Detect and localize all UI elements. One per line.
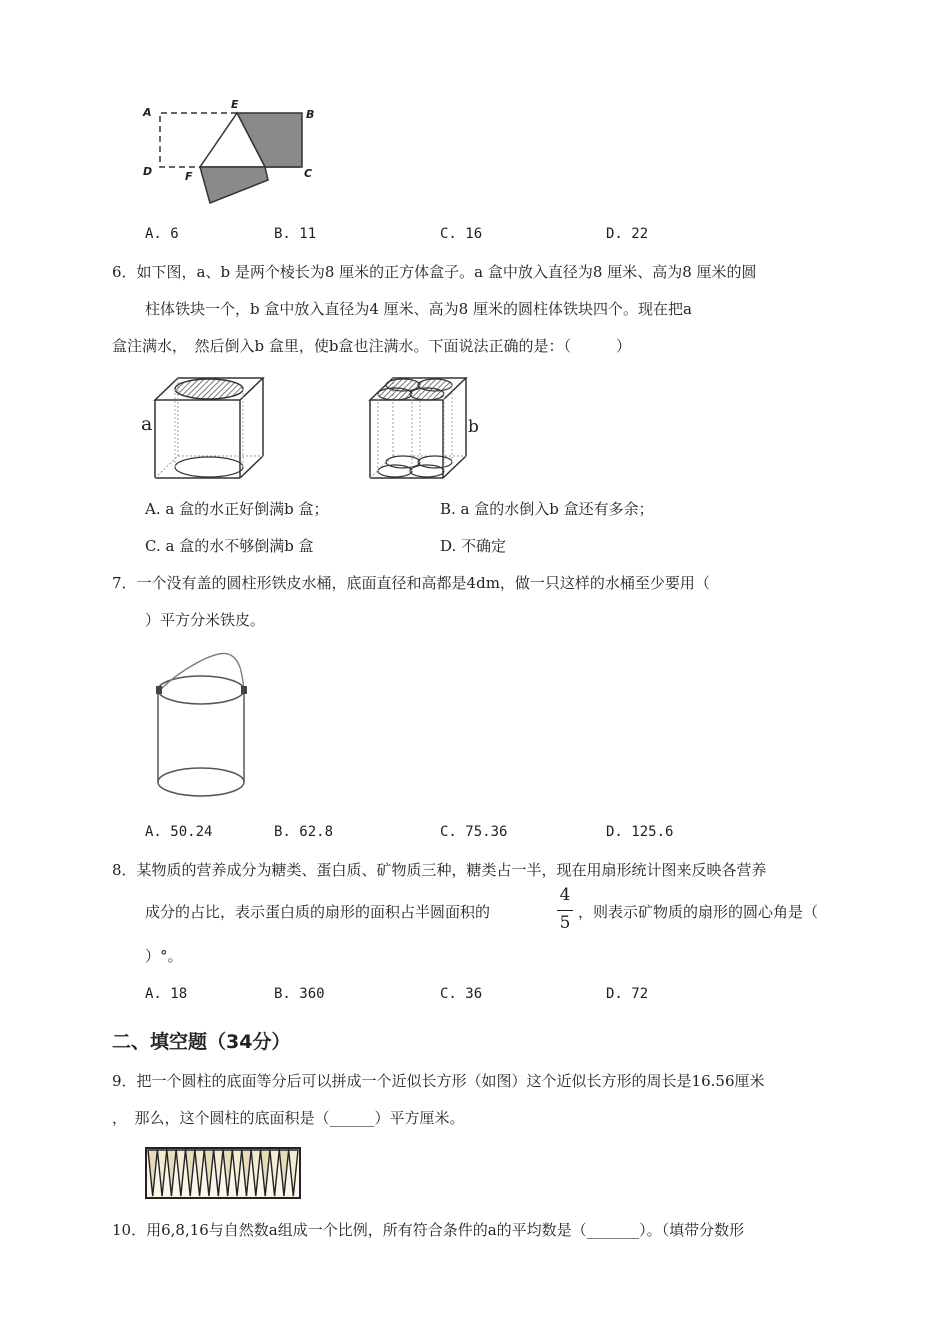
q7-option-b: B. 62.8 bbox=[274, 824, 334, 840]
section-title-fill-in: 二、填空题（34分） bbox=[112, 1031, 291, 1053]
label-E: E bbox=[231, 98, 239, 111]
q5-option-a: A. 6 bbox=[145, 226, 179, 242]
q7-text-line2: ）平方分米铁皮。 bbox=[145, 611, 266, 629]
box-a-label: a bbox=[141, 413, 153, 435]
label-D: D bbox=[143, 165, 153, 178]
q6-option-d: D. 不确定 bbox=[440, 537, 507, 555]
label-C: C bbox=[304, 167, 313, 180]
q8-text-line2a: 成分的占比，表示蛋白质的扇形的面积占半圆面积的 bbox=[145, 903, 491, 921]
q7-text-line1: 7．一个没有盖的圆柱形铁皮水桶，底面直径和高都是4dm，做一只这样的水桶至少要用（ bbox=[112, 574, 710, 592]
q9-text-line1: 9．把一个圆柱的底面等分后可以拼成一个近似长方形（如图）这个近似长方形的周长是16.56厘米 bbox=[112, 1072, 765, 1090]
q8-option-b: B. 360 bbox=[274, 986, 325, 1002]
q5-option-c: C. 16 bbox=[440, 226, 483, 242]
q5-option-b: B. 11 bbox=[274, 226, 317, 242]
q8-fraction-numerator: 4 bbox=[559, 885, 571, 905]
q8-text-line1: 8．某物质的营养成分为糖类、蛋白质、矿物质三种，糖类占一半，现在用扇形统计图来反映各营养 bbox=[112, 861, 767, 879]
q6-text-line1: 6．如下图，a、b 是两个棱长为8 厘米的正方体盒子。a 盒中放入直径为8 厘米、高为8 厘米的圆 bbox=[112, 263, 757, 281]
q5-option-d: D. 22 bbox=[606, 226, 649, 242]
q7-option-c: C. 75.36 bbox=[440, 824, 508, 840]
q6-option-c: C. a 盒的水不够倒满b 盒 bbox=[145, 537, 314, 555]
q6-text-line2: 柱体铁块一个，b 盒中放入直径为4 厘米、高为8 厘米的圆柱体铁块四个。现在把a bbox=[145, 300, 692, 318]
box-b-label: b bbox=[468, 417, 479, 437]
label-F: F bbox=[185, 170, 193, 183]
label-A: A bbox=[143, 106, 152, 119]
q8-option-c: C. 36 bbox=[440, 986, 483, 1002]
q7-option-d: D. 125.6 bbox=[606, 824, 674, 840]
q8-text-line3: ）°。 bbox=[145, 947, 183, 965]
q7-option-a: A. 50.24 bbox=[145, 824, 213, 840]
q6-text-line3: 盒注满水， 然后倒入b 盒里，使b盒也注满水。下面说法正确的是：（ ） bbox=[112, 337, 631, 355]
q10-text-line1: 10．用6,8,16与自然数a组成一个比例，所有符合条件的a的平均数是（_______）。（填带分数形 bbox=[112, 1221, 745, 1239]
q8-fraction-denominator: 5 bbox=[559, 913, 571, 933]
label-B: B bbox=[306, 108, 315, 121]
q8-option-d: D. 72 bbox=[606, 986, 649, 1002]
q9-text-line2: ， 那么，这个圆柱的底面积是（______）平方厘米。 bbox=[112, 1109, 465, 1127]
q8-text-line2b: ，则表示矿物质的扇形的圆心角是（ bbox=[578, 903, 819, 921]
q6-option-a: A. a 盒的水正好倒满b 盒； bbox=[145, 500, 329, 518]
q6-option-b: B. a 盒的水倒入b 盒还有多余； bbox=[440, 500, 654, 518]
q8-option-a: A. 18 bbox=[145, 986, 188, 1002]
